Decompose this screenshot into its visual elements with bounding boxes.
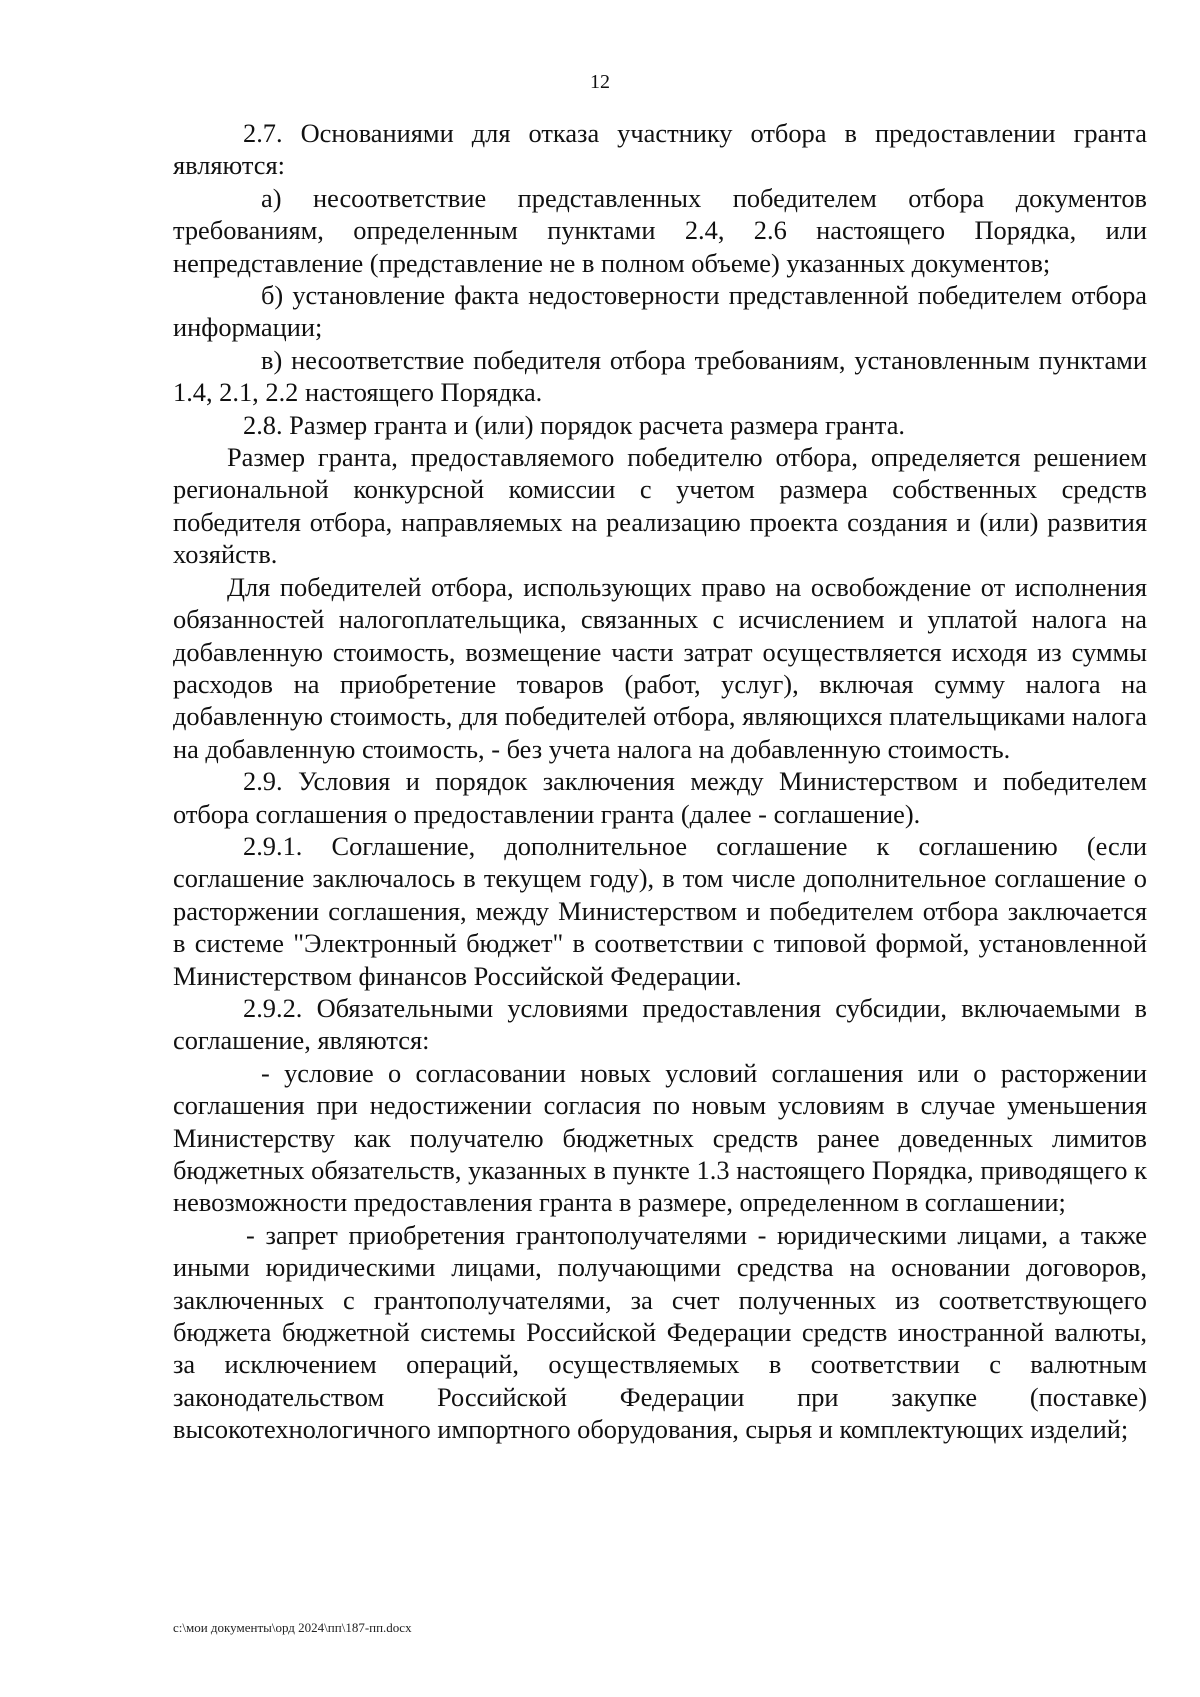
paragraph-2-7-v: в) несоответствие победителя отбора требованиям, установленным пунктами 1.4, 2.1, 2.2 настоящего Порядка. xyxy=(173,344,1147,408)
paragraph-2-9-1: 2.9.1. Соглашение, дополнительное соглашение к соглашению (если соглашение заключалось в текущем году), в том числе дополнительное соглашение о расторжении соглашения, между Министерством и победителем отбора заключается в системе "Электронный бюджет" в соответствии с типовой формой, установленной Министерством финансов Российской Федерации. xyxy=(173,830,1147,991)
paragraph-2-9: 2.9. Условия и порядок заключения между Министерством и победителем отбора соглашения о предоставлении гранта (далее - соглашение). xyxy=(173,766,1147,829)
paragraph-grant-size: Размер гранта, предоставляемого победителю отбора, определяется решением региональной конкурсной комиссии с учетом размера собственных средств победителя отбора, направляемых на реализацию проекта создания и (или) развития хозяйств. xyxy=(173,442,1147,570)
page-number: 12 xyxy=(590,71,610,93)
paragraph-2-7: 2.7. Основаниями для отказа участнику отбора в предоставлении гранта являются: xyxy=(173,118,1147,181)
paragraph-currency-ban: - запрет приобретения грантополучателями - юридическими лицами, а также иными юридическими лицами, получающими средства на основании договоров, заключенных с грантополучателями, за счет полученных из соответствующего бюджета бюджетной системы Российской Федерации средств иностранной валюты, за исключением операций, осуществляемых в соответствии с валютным законодательством Российской Федерации при закупке (поставке) высокотехнологичного импортного оборудования, сырья и комплектующих изделий; xyxy=(173,1219,1147,1445)
paragraph-2-7-a: а) несоответствие представленных победителем отбора документов требованиям, определенным пунктами 2.4, 2.6 настоящего Порядка, или непредставление (представление не в полном объеме) указанных документов; xyxy=(173,182,1147,278)
footer-file-path: c:\мои документы\орд 2024\пп\187-пп.docx xyxy=(173,1620,412,1635)
paragraph-condition-agreement: - условие о согласовании новых условий соглашения или о расторжении соглашения при недостижении согласия по новым условиям в случае уменьшения Министерству как получателю бюджетных средств ранее доведенных лимитов бюджетных обязательств, указанных в пункте 1.3 настоящего Порядка, приводящего к невозможности предоставления гранта в размере, определенном в соглашении; xyxy=(173,1057,1147,1218)
paragraph-2-9-2: 2.9.2. Обязательными условиями предоставления субсидии, включаемыми в соглашение, являются: xyxy=(173,992,1147,1056)
paragraph-2-8: 2.8. Размер гранта и (или) порядок расчета размера гранта. xyxy=(243,409,906,440)
paragraph-2-7-b: б) установление факта недостоверности представленной победителем отбора информации; xyxy=(173,280,1147,343)
document-body xyxy=(173,117,1147,1446)
paragraph-vat: Для победителей отбора, использующих право на освобождение от исполнения обязанностей налогоплательщика, связанных с исчислением и уплатой налога на добавленную стоимость, возмещение части затрат осуществляется исходя из суммы расходов на приобретение товаров (работ, услуг), включая сумму налога на добавленную стоимость, для победителей отбора, являющихся плательщиками налога на добавленную стоимость, - без учета налога на добавленную стоимость. xyxy=(173,571,1147,764)
